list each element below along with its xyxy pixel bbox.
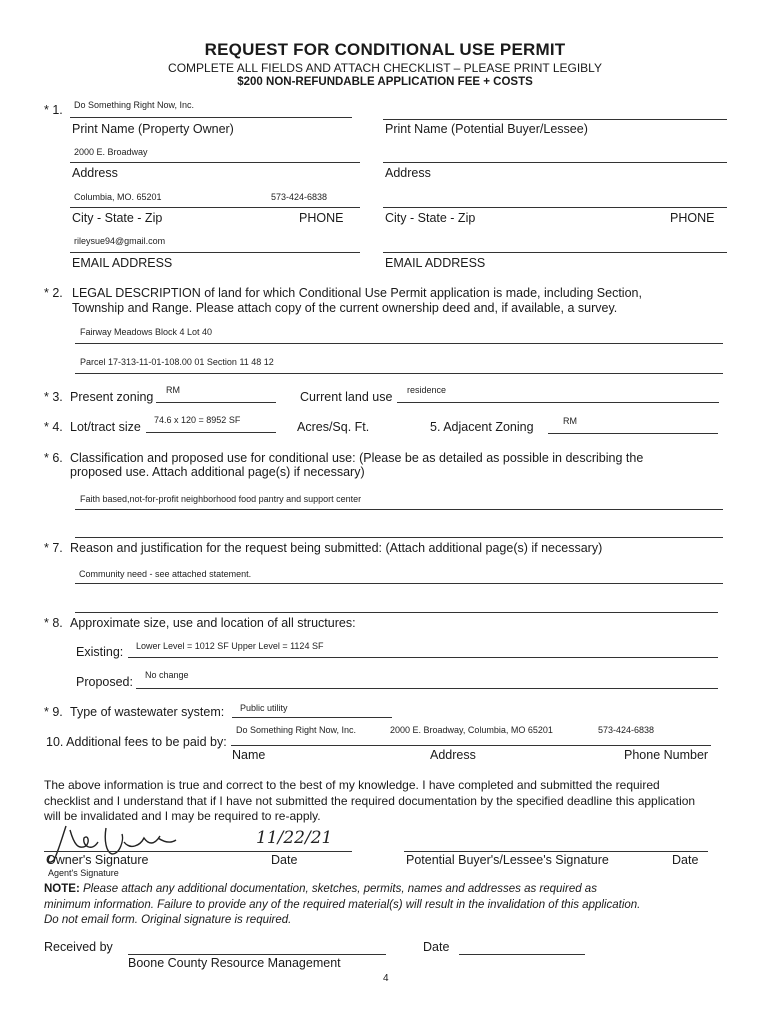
fees-address-label: Address: [430, 748, 476, 762]
note-line3: Do not email form. Original signature is required.: [44, 914, 292, 926]
additional-fees-label: 10. Additional fees to be paid by:: [46, 735, 227, 749]
current-land-use-value[interactable]: residence: [407, 385, 447, 395]
received-date-line[interactable]: [459, 954, 585, 955]
acres-label: Acres/Sq. Ft.: [297, 420, 370, 434]
form-subtitle: COMPLETE ALL FIELDS AND ATTACH CHECKLIST – PLEASE PRINT LEGIBLY: [168, 61, 602, 75]
owner-city-line: [70, 207, 360, 208]
owner-name-line: [70, 117, 352, 118]
fee-notice: $200 NON-REFUNDABLE APPLICATION FEE + COSTS: [237, 76, 533, 88]
structures-label: Approximate size, use and location of all structures:: [70, 616, 356, 630]
classification-line1: Classification and proposed use for conditional use: (Please be as detailed as possible in describing the: [70, 451, 644, 465]
section-2-number: * 2.: [44, 286, 63, 300]
buyer-city-line[interactable]: [383, 207, 727, 208]
received-by-line[interactable]: [128, 954, 386, 955]
fees-address-value[interactable]: 2000 E. Broadway, Columbia, MO 65201: [390, 725, 553, 735]
legal-line-2: [75, 373, 723, 374]
note-line2: minimum information. Failure to provide any of the required material(s) will result in the invalidation of this application.: [44, 899, 641, 911]
owner-city-label: City - State - Zip: [72, 211, 163, 225]
page-number: 4: [383, 973, 389, 984]
owner-address-value[interactable]: 2000 E. Broadway: [74, 147, 148, 157]
note-heading: NOTE:: [44, 883, 80, 895]
note-line1: [44, 881, 597, 897]
buyer-address-line[interactable]: [383, 162, 727, 163]
received-date-label: Date: [423, 940, 450, 954]
certification-line1: The above information is true and correct to the best of my knowledge. I have completed and submitted the required: [44, 778, 660, 792]
reason-line-b: [75, 612, 718, 613]
owner-signature-label: Owner's Signature: [46, 853, 149, 867]
present-zoning-value[interactable]: RM: [166, 385, 180, 395]
buyer-address-label: Address: [385, 166, 431, 180]
owner-address-label: Address: [72, 166, 118, 180]
fees-phone-label: Phone Number: [624, 748, 709, 762]
present-zoning-label: Present zoning: [70, 390, 154, 404]
classification-line2: proposed use. Attach additional page(s) if necessary): [70, 465, 365, 479]
signature-date-value[interactable]: 11/22/21: [256, 828, 333, 848]
reason-line-a: [75, 583, 723, 584]
owner-address-line: [70, 162, 360, 163]
owner-signature-line[interactable]: [44, 851, 352, 852]
form-title: REQUEST FOR CONDITIONAL USE PERMIT: [204, 40, 566, 59]
lot-size-label: Lot/tract size: [70, 420, 141, 434]
owner-email-label: EMAIL ADDRESS: [72, 256, 173, 270]
existing-value[interactable]: Lower Level = 1012 SF Upper Level = 1124 SF: [136, 641, 324, 651]
received-by-label: Received by: [44, 940, 113, 954]
proposed-line: [136, 688, 718, 689]
wastewater-line: [232, 717, 392, 718]
agent-signature-label: Agent's Signature: [48, 868, 119, 878]
current-land-use-line: [397, 402, 719, 403]
buyer-email-line[interactable]: [383, 252, 727, 253]
legal-description-line2: Township and Range. Please attach copy of the current ownership deed and, if available, a survey.: [72, 301, 618, 315]
buyer-phone-label: PHONE: [670, 211, 715, 225]
classification-line-b: [75, 537, 723, 538]
proposed-value[interactable]: No change: [145, 670, 189, 680]
existing-line: [128, 657, 718, 658]
owner-email-value[interactable]: rileysue94@gmail.com: [74, 236, 166, 246]
lot-size-line: [146, 432, 276, 433]
section-8-number: * 8.: [44, 616, 63, 630]
adjacent-zoning-label: 5. Adjacent Zoning: [430, 420, 534, 434]
buyer-signature-line[interactable]: [404, 851, 708, 852]
legal-description-value2[interactable]: Parcel 17-313-11-01-108.00 01 Section 11 48 12: [80, 357, 274, 367]
legal-description-line1: LEGAL DESCRIPTION of land for which Conditional Use Permit application is made, including Section,: [72, 286, 642, 300]
fees-phone-value[interactable]: 573-424-6838: [598, 725, 655, 735]
fees-name-label: Name: [232, 748, 266, 762]
buyer-signature-label: Potential Buyer's/Lessee's Signature: [406, 853, 609, 867]
legal-description-value1[interactable]: Fairway Meadows Block 4 Lot 40: [80, 327, 213, 337]
certification-line3: will be invalidated and I may be required to re-apply.: [44, 809, 321, 823]
reason-label: Reason and justification for the request being submitted: (Attach additional page(s) if necessary): [70, 541, 603, 555]
adjacent-zoning-line: [548, 433, 718, 434]
owner-email-line: [70, 252, 360, 253]
section-7-number: * 7.: [44, 541, 63, 555]
buyer-date-label: Date: [672, 853, 699, 867]
reason-value[interactable]: Community need - see attached statement.: [79, 569, 252, 579]
owner-date-label: Date: [271, 853, 298, 867]
section-9-number: * 9.: [44, 705, 63, 719]
office-name: Boone County Resource Management: [128, 956, 341, 970]
note-text-1: Please attach any additional documentation, sketches, permits, names and addresses as required as: [82, 883, 597, 895]
buyer-city-label: City - State - Zip: [385, 211, 476, 225]
section-6-number: * 6.: [44, 451, 63, 465]
section-3-number: * 3.: [44, 390, 63, 404]
existing-label: Existing:: [76, 645, 124, 659]
present-zoning-line: [156, 402, 276, 403]
current-land-use-label: Current land use: [300, 390, 393, 404]
owner-name-value[interactable]: Do Something Right Now, Inc.: [74, 100, 195, 110]
buyer-name-line[interactable]: [383, 119, 727, 120]
section-4-number: * 4.: [44, 420, 63, 434]
section-1-number: * 1.: [44, 103, 63, 117]
owner-name-label: Print Name (Property Owner): [72, 122, 234, 136]
classification-line-a: [75, 509, 723, 510]
proposed-label: Proposed:: [76, 675, 133, 689]
buyer-name-label: Print Name (Potential Buyer/Lessee): [385, 122, 588, 136]
adjacent-zoning-value[interactable]: RM: [563, 416, 577, 426]
fees-line: [231, 745, 711, 746]
owner-phone-label: PHONE: [299, 211, 344, 225]
classification-value[interactable]: Faith based,not-for-profit neighborhood food pantry and support center: [80, 494, 362, 504]
fees-name-value[interactable]: Do Something Right Now, Inc.: [236, 725, 357, 735]
wastewater-label: Type of wastewater system:: [70, 705, 225, 719]
wastewater-value[interactable]: Public utility: [240, 703, 288, 713]
owner-city-value[interactable]: Columbia, MO. 65201: [74, 192, 162, 202]
legal-line-1: [75, 343, 723, 344]
buyer-email-label: EMAIL ADDRESS: [385, 256, 486, 270]
owner-phone-value[interactable]: 573-424-6838: [271, 192, 328, 202]
lot-size-value[interactable]: 74.6 x 120 = 8952 SF: [154, 415, 241, 425]
certification-line2: checklist and I understand that if I have not submitted the required documentation by the specified deadline this application: [44, 794, 696, 808]
